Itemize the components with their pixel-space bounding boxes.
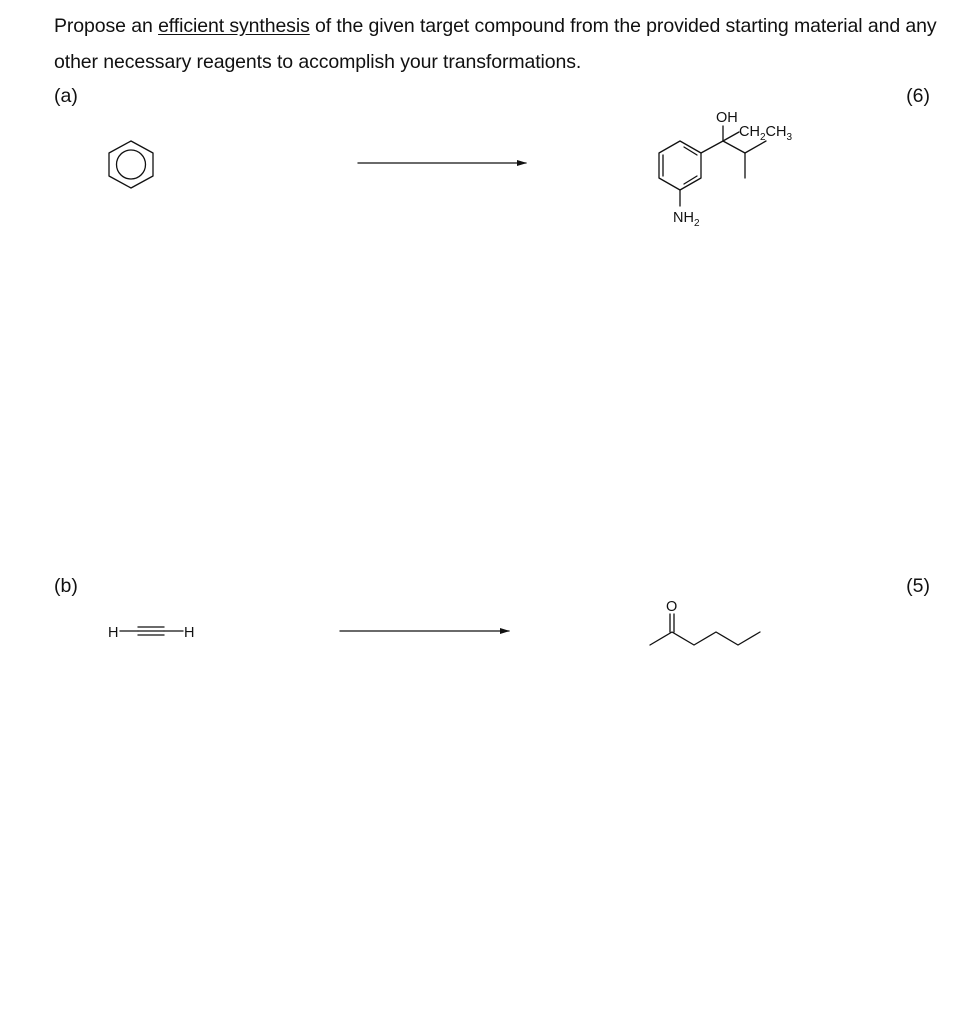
instructions-rest: of the given target compound from the provided starting material and any other necessary reagents to accomplish your transformations.: [54, 15, 937, 73]
hydroxyl-label: OH: [716, 110, 738, 126]
part-a-label: (a): [54, 85, 78, 107]
part-b-label: (b): [54, 575, 78, 597]
amine-label: $NH_2$: [673, 210, 700, 229]
carbonyl-oxygen-label: O: [666, 599, 678, 615]
acetylene-structure: [108, 625, 194, 641]
ethyl-group-label: $CH_2CH_3$: [739, 124, 793, 143]
instructions-emphasis: efficient synthesis: [158, 15, 310, 37]
hydrogen-right-label: H: [184, 625, 195, 641]
part-b-points: (5): [906, 575, 930, 597]
benzene-structure: [109, 141, 153, 188]
hydrogen-left-label: H: [108, 625, 119, 641]
part-a-points: (6): [906, 85, 930, 107]
target-compound-b: [650, 599, 760, 645]
target-compound-a: [659, 110, 792, 229]
instructions-lead: Propose an: [54, 15, 159, 37]
